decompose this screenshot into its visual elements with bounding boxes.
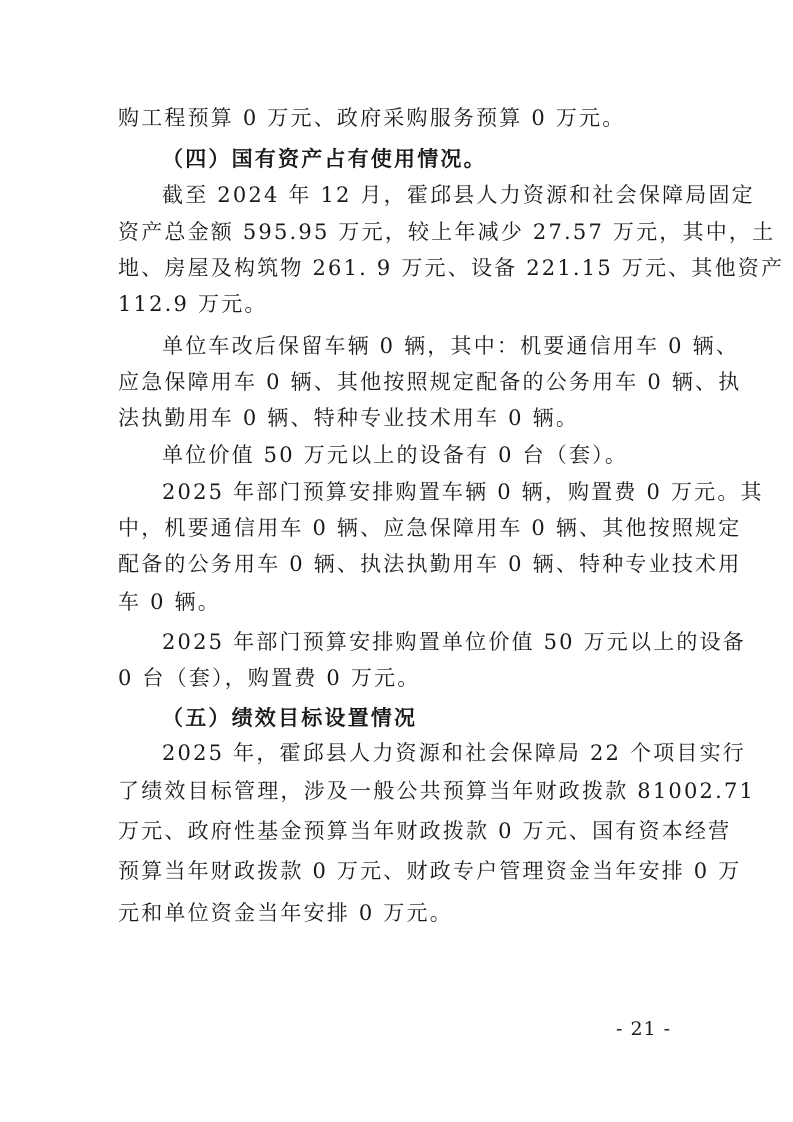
text-line: 购工程预算 0 万元、政府采购服务预算 0 万元。 — [118, 106, 626, 130]
text-line: 配备的公务用车 0 辆、执法执勤用车 0 辆、特种专业技术用 — [118, 552, 742, 576]
text-line: 112.9 万元。 — [118, 292, 268, 316]
text-line: 2025 年，霍邱县人力资源和社会保障局 22 个项目实行 — [162, 741, 746, 765]
text-line: 资产总金额 595.95 万元，较上年减少 27.57 万元，其中，土 — [118, 220, 776, 244]
text-line: 中，机要通信用车 0 辆、应急保障用车 0 辆、其他按照规定 — [118, 516, 742, 540]
text-line: 单位车改后保留车辆 0 辆，其中：机要通信用车 0 辆、 — [162, 334, 740, 358]
text-line: 车 0 辆。 — [118, 590, 221, 614]
page-number: - 21 - — [616, 1018, 672, 1040]
text-line: 预算当年财政拨款 0 万元、财政专户管理资金当年安排 0 万 — [118, 859, 742, 883]
text-line: 地、房屋及构筑物 261. 9 万元、设备 221.15 万元、其他资产 — [118, 256, 785, 280]
text-line: 2025 年部门预算安排购置单位价值 50 万元以上的设备 — [162, 630, 746, 654]
section-heading-performance: （五）绩效目标设置情况 — [162, 706, 418, 730]
text-line: 元和单位资金当年安排 0 万元。 — [118, 901, 453, 925]
text-line: 0 台（套），购置费 0 万元。 — [118, 666, 421, 690]
text-line: 应急保障用车 0 辆、其他按照规定配备的公务用车 0 辆、执 — [118, 370, 742, 394]
text-line: 万元、政府性基金预算当年财政拨款 0 万元、国有资本经营 — [118, 819, 732, 843]
text-line: 了绩效目标管理，涉及一般公共预算当年财政拨款 81002.71 — [118, 779, 756, 803]
text-line: 法执勤用车 0 辆、特种专业技术用车 0 辆。 — [118, 406, 580, 430]
text-line: 2025 年部门预算安排购置车辆 0 辆，购置费 0 万元。其 — [162, 480, 764, 504]
text-line: 单位价值 50 万元以上的设备有 0 台（套）。 — [162, 443, 629, 467]
text-line: 截至 2024 年 12 月，霍邱县人力资源和社会保障局固定 — [162, 183, 755, 207]
section-heading-assets: （四）国有资产占有使用情况。 — [162, 147, 487, 171]
